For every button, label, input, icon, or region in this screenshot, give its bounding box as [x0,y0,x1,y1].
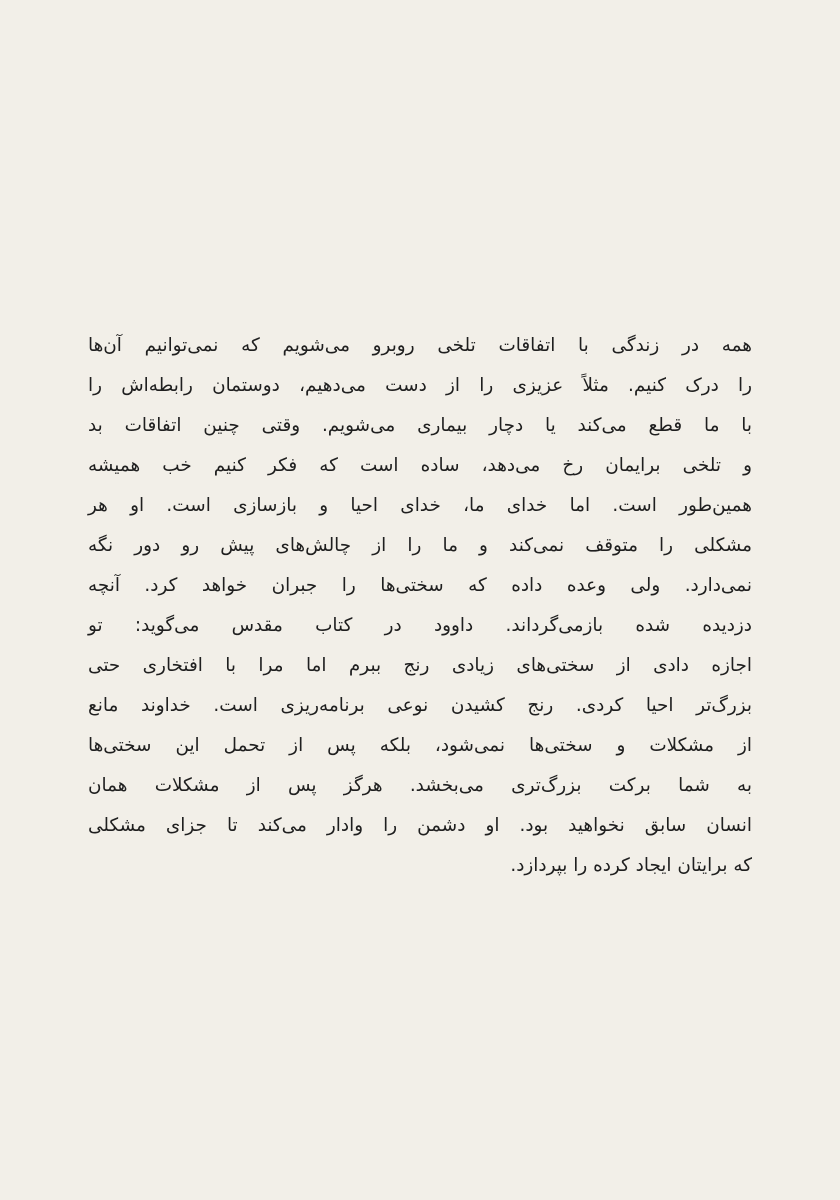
paragraph-line: که برایتان ایجاد کرده را بپردازد. [510,855,752,876]
paragraph-line: به شما برکت بزرگ‌تری می‌بخشد. هرگز پس از مشکلات همان [88,775,752,796]
paragraph-line: و تلخی برایمان رخ می‌دهد، ساده است که فکر کنیم خب همیشه [88,455,752,476]
paragraph-line: نمی‌دارد. ولی وعده داده که سختی‌ها را جبران خواهد کرد. آنچه [88,575,752,596]
paragraph-line: با ما قطع می‌کند یا دچار بیماری می‌شویم. وقتی چنین اتفاقات بد [88,415,752,436]
body-paragraph [88,326,752,886]
paragraph-line: دزدیده شده بازمی‌گرداند. داوود در کتاب مقدس می‌گوید: تو [88,615,752,636]
paragraph-line: بزرگ‌تر احیا کردی. رنج کشیدن نوعی برنامه‌ریزی است. خداوند مانع [88,695,752,716]
paragraph-line: را درک کنیم. مثلاً عزیزی را از دست می‌دهیم، دوستمان رابطه‌اش را [88,375,752,396]
paragraph-line: همه در زندگی با اتفاقات تلخی روبرو می‌شویم که نمی‌توانیم آن‌ها [88,335,752,356]
paragraph-line: مشکلی را متوقف نمی‌کند و ما را از چالش‌های پیش رو دور نگه [88,535,752,556]
paragraph-line: از مشکلات و سختی‌ها نمی‌شود، بلکه پس از تحمل این سختی‌ها [88,735,752,756]
paragraph-line: انسان سابق نخواهید بود. او دشمن را وادار می‌کند تا جزای مشکلی [88,815,752,836]
paragraph-line: اجازه دادی از سختی‌های زیادی رنج ببرم اما مرا با افتخاری حتی [88,655,752,676]
paragraph-line: همین‌طور است. اما خدای ما، خدای احیا و بازسازی است. او هر [88,495,752,516]
